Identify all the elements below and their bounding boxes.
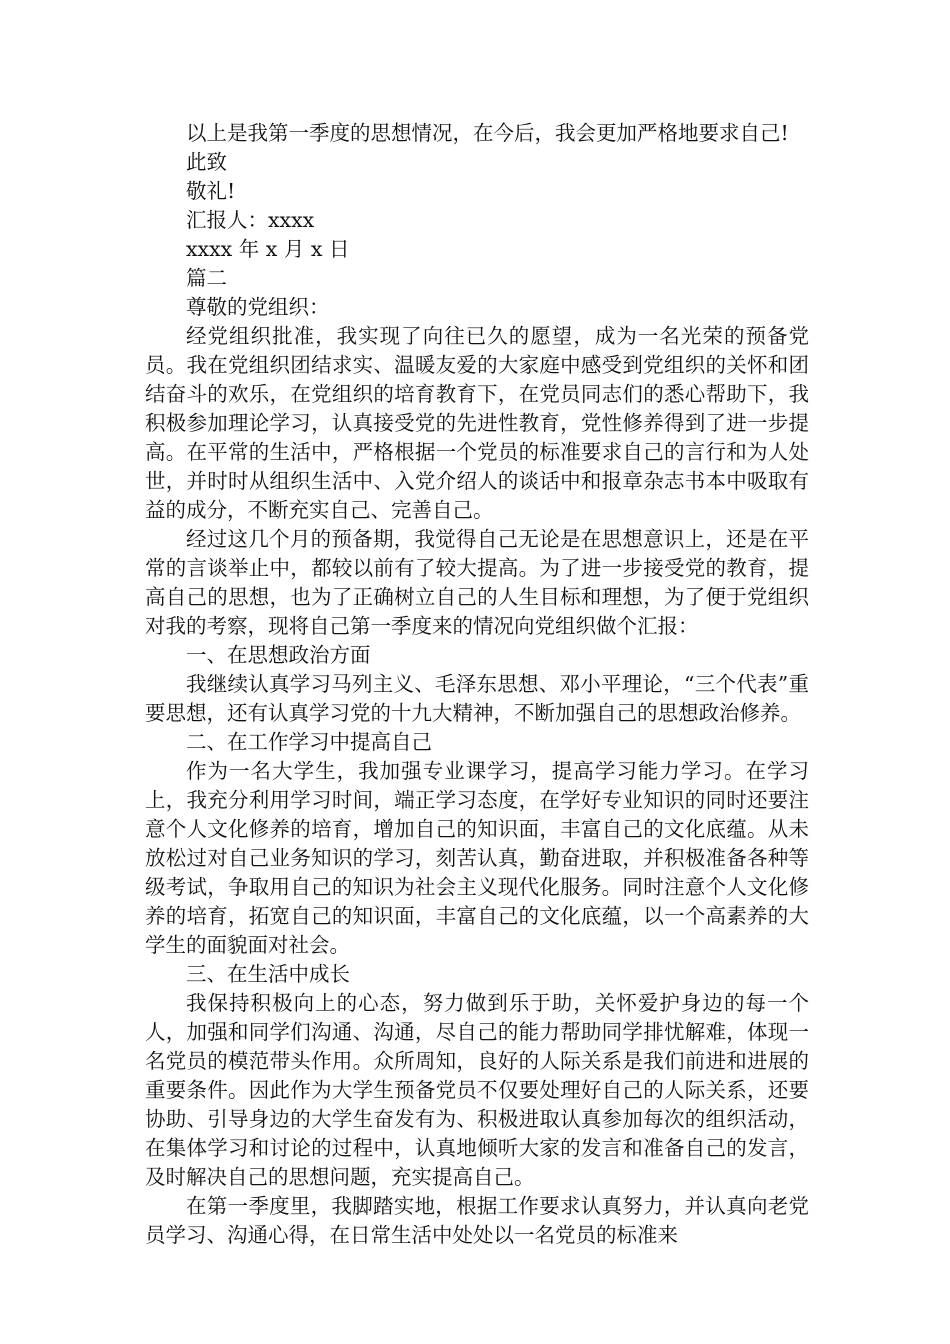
salutation-jingli: 敬礼! [186,179,236,203]
heading-work-study: 二、在工作学习中提高自己 [186,730,432,754]
document-body [145,119,809,1250]
body-paragraph-1: 经党组织批准，我实现了向往已久的愿望，成为一名光荣的预备党员。我在党组织团结求实、温暖友爱的大家庭中感受到党组织的关怀和团结奋斗的欢乐，在党组织的培育教育下，在党员同志们的悉心帮助下，我积极参加理论学习，认真接受党的先进性教育，党性修养得到了进一步提高。在平常的生活中，严格根据一个党员的标准要求自己的言行和为人处世，并时时从组织生活中、入党介绍人的谈话中和报章杂志书本中吸取有益的成分，不断充实自己、完善自己。 [145,324,809,522]
body-paragraph-2: 经过这几个月的预备期，我觉得自己无论是在思想意识上，还是在平常的言谈举止中，都较以前有了较大提高。为了进一步接受党的教育，提高自己的思想，也为了正确树立自己的人生目标和理想，为了便于党组织对我的考察，现将自己第一季度来的情况向党组织做个汇报： [145,527,809,638]
closing-paragraph: 以上是我第一季度的思想情况，在今后，我会更加严格地要求自己! [186,121,789,145]
date-line: xxxx 年 x 月 x 日 [186,237,350,261]
greeting-line: 尊敬的党组织： [186,295,330,319]
heading-life-growth: 三、在生活中成长 [186,962,350,986]
body-paragraph-5: 我保持积极向上的心态，努力做到乐于助，关怀爱护身边的每一个人，加强和同学们沟通、沟通，尽自己的能力帮助同学排忧解难，体现一名党员的模范带头作用。众所周知，良好的人际关系是我们前进和进展的重要条件。因此作为大学生预备党员不仅要处理好自己的人际关系，还要协助、引导身边的大学生奋发有为、积极进取认真参加每次的组织活动，在集体学习和讨论的过程中，认真地倾听大家的发言和准备自己的发言，及时解决自己的思想问题，充实提高自己。 [145,991,809,1189]
heading-political-thought: 一、在思想政治方面 [186,643,371,667]
section-heading-pian-er: 篇二 [186,266,227,290]
salutation-cizhi: 此致 [186,150,227,174]
body-paragraph-4: 作为一名大学生，我加强专业课学习，提高学习能力学习。在学习上，我充分利用学习时间，端正学习态度，在学好专业知识的同时还要注意个人文化修养的培育，增加自己的知识面，丰富自己的文化底蕴。从未放松过对自己业务知识的学习，刻苦认真，勤奋进取，并积极准备各种等级考试，争取用自己的知识为社会主义现代化服务。同时注意个人文化修养的培育，拓宽自己的知识面，丰富自己的文化底蕴，以一个高素养的大学生的面貌面对社会。 [145,759,809,957]
body-paragraph-6: 在第一季度里，我脚踏实地，根据工作要求认真努力，并认真向老党员学习、沟通心得，在日常生活中处处以一名党员的标准来 [145,1194,809,1247]
reporter-line: 汇报人：xxxx [186,208,315,232]
body-paragraph-3: 我继续认真学习马列主义、毛泽东思想、邓小平理论，“三个代表”重要思想，还有认真学习党的十九大精神，不断加强自己的思想政治修养。 [145,672,809,725]
